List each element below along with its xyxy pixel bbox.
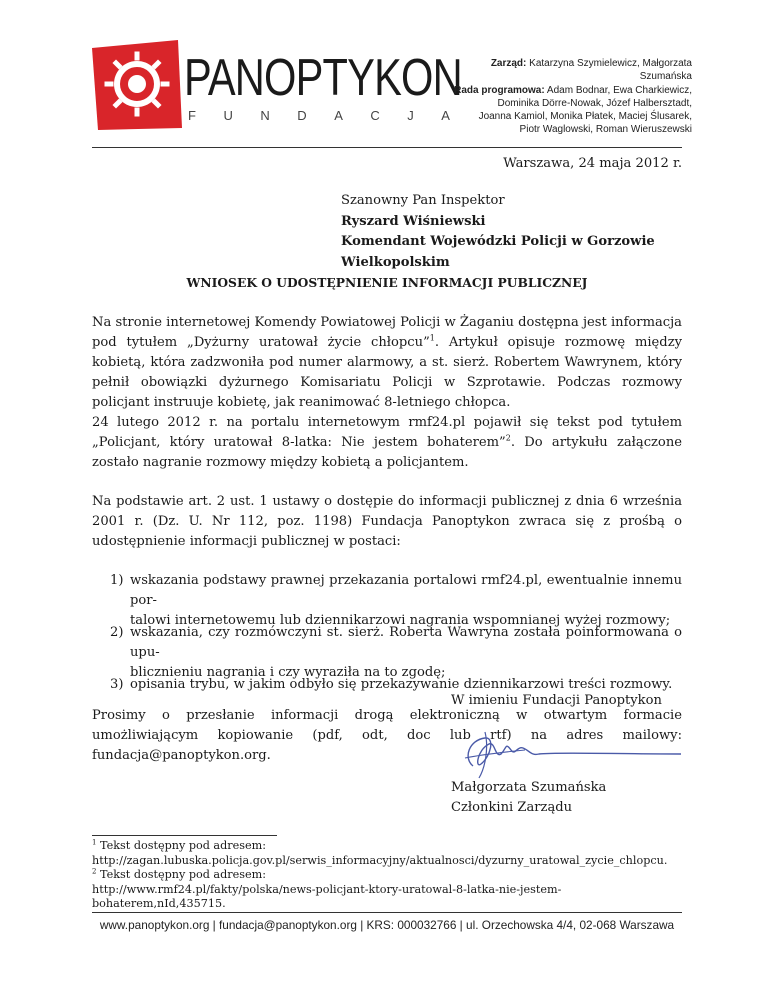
logo-sub-letter: C: [370, 108, 380, 123]
paragraph-text: . Artykuł opisuje rozmowę między kobietą, która zadzwoniła pod numer alarmowy, a st. sierż. Robertem Wawrynem, który pełnił obowiązki dyżurnego Komisariatu Policji w Szprotawie. Podczas rozmowy policjant instruuje kobietę, jak reanimować 8-letniego chłopca.: [92, 335, 682, 410]
footer-divider: [92, 912, 682, 913]
list-text: wskazania, czy rozmówczyni st. sierż. Roberta Wawryna została poinformowana o upu-: [130, 625, 682, 660]
council-names: Joanna Kamiol, Monika Płatek, Maciej Ślusarek,: [478, 111, 692, 123]
list-text: talowi internetowemu lub dziennikarzowi nagrania wspomnianej wyżej rozmowy;: [130, 613, 671, 628]
recipient-block: [341, 191, 655, 273]
list-number: 1): [110, 573, 124, 588]
council-names: Dominika Dörre-Nowak, Józef Halbersztadt,: [497, 97, 692, 109]
signer-name: Małgorzata Szumańska: [451, 780, 607, 795]
logo-wordmark: PANOPTYKON: [184, 49, 462, 107]
paragraph-1: [92, 313, 682, 413]
footnote-ref: 1: [429, 333, 435, 343]
list-item: [110, 623, 682, 683]
logo-subtitle: [188, 108, 450, 123]
board-label: Zarząd:: [490, 58, 527, 69]
board-names: Katarzyna Szymielewicz, Małgorzata Szumańska: [529, 58, 692, 83]
paragraph-text: Na stronie internetowej Komendy Powiatowej Policji w Żaganiu dostępna jest informacja pod tytułem „Dyżurny uratował życie chłopcu”: [92, 315, 682, 350]
logo-sub-letter: U: [223, 108, 233, 123]
logo-sub-letter: F: [188, 108, 196, 123]
date-line: Warszawa, 24 maja 2012 r.: [503, 156, 682, 171]
footnote-url: http://zagan.lubuska.policja.gov.pl/serwis_informacyjny/aktualnosci/dyzurny_uratowal_zycie_chlopcu.: [92, 853, 668, 867]
list-item: [110, 571, 682, 631]
footer-contact: www.panoptykon.org | fundacja@panoptykon.org | KRS: 000032766 | ul. Orzechowska 4/4, 02-068 Warszawa: [99, 918, 675, 932]
header-divider: [92, 147, 682, 148]
recipient-role: Wielkopolskim: [341, 254, 450, 270]
list-number: 3): [110, 677, 124, 692]
council-names: Piotr Waglowski, Roman Wieruszewski: [519, 124, 692, 136]
on-behalf-line: [451, 693, 662, 708]
recipient-role: Komendant Wojewódzki Policji w Gorzowie: [341, 234, 655, 249]
list-number: 2): [110, 625, 124, 640]
paragraph-text: . Do artykułu załączone zostało nagranie rozmowy między kobietą a policjantem.: [92, 435, 682, 470]
list-text: opisania trybu, w jakim odbyło się przekazywanie dziennikarzowi treści rozmowy.: [130, 677, 673, 692]
paragraph-3: Na podstawie art. 2 ust. 1 ustawy o dostępie do informacji publicznej z dnia 6 września 2001 r. (Dz. U. Nr 112, poz. 1198) Fundacja Panoptykon zwraca się z prośbą o udostępnienie informacji publicznej w postaci:: [92, 494, 682, 549]
list-text: wskazania podstawy prawnej przekazania portalowi rmf24.pl, ewentualnie innemu por-: [130, 573, 682, 608]
list-text: blicznieniu nagrania i czy wyraziła na to zgodę;: [130, 665, 446, 680]
council-names: Adam Bodnar, Ewa Charkiewicz,: [546, 84, 692, 96]
footnote-number: 1: [92, 838, 97, 847]
footnote-url: http://www.rmf24.pl/fakty/polska/news-policjant-ktory-uratowal-8-latka-nie-jestem-: [92, 882, 562, 896]
logo-sub-letter: A: [441, 108, 450, 123]
footnote-1: [92, 839, 692, 868]
recipient-name: Ryszard Wiśniewski: [341, 213, 486, 229]
logo-sub-letter: J: [407, 108, 414, 123]
logo-sub-letter: D: [297, 108, 307, 123]
handwritten-signature-icon: [455, 728, 685, 780]
signer-role: Członkini Zarządu: [451, 800, 573, 815]
footnote-2: [92, 868, 692, 912]
footnote-divider: [92, 835, 277, 836]
footnote-number: 2: [92, 867, 97, 876]
signer-block: [451, 778, 606, 818]
footnote-ref: 2: [505, 433, 511, 443]
footnote-label: Tekst dostępny pod adresem:: [100, 868, 266, 881]
board-members: [452, 57, 692, 137]
on-behalf-text: W imieniu Fundacji Panoptykon: [451, 693, 662, 708]
paragraph-text: 24 lutego 2012 r. na portalu internetowym rmf24.pl pojawił się tekst pod tytułem „Policjant, który uratował 8-latka: Nie jestem bohaterem”: [92, 415, 682, 450]
logo-sub-letter: A: [334, 108, 343, 123]
footnote-label: Tekst dostępny pod adresem:: [100, 839, 266, 852]
logo-sub-letter: N: [260, 108, 270, 123]
list-item: [110, 675, 682, 695]
document-title: WNIOSEK O UDOSTĘPNIENIE INFORMACJI PUBLICZNEJ: [186, 275, 588, 290]
paragraph-4: Prosimy o przesłanie informacji drogą elektroniczną w otwartym formacie umożliwiającym kopiowanie (pdf, odt, doc lub rtf) na adres mailowy: fundacja@panoptykon.org.: [92, 708, 682, 763]
paragraph-2: [92, 413, 682, 473]
salutation: Szanowny Pan Inspektor: [341, 193, 505, 208]
council-label: Rada programowa:: [454, 84, 545, 96]
footnote-url: bohaterem,nId,435715.: [92, 897, 226, 910]
panoptykon-logo-icon: [92, 40, 182, 130]
